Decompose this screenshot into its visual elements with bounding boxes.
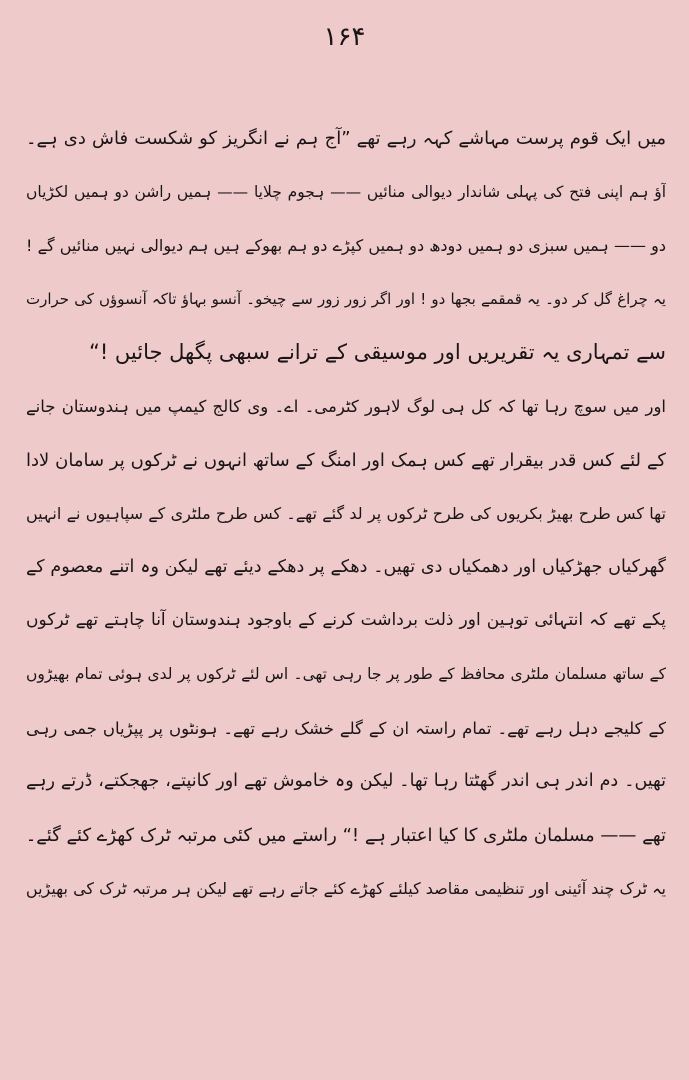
text-line: تھیں۔ دم اندر ہی اندر گھٹتا رہا تھا۔ لیکن وہ خاموش تھے اور کانپتے، جھجکتے، ڈرتے رہے [26, 771, 666, 792]
text-line: تھے —— مسلمان ملٹری کا کیا اعتبار ہے !“ راستے میں کئی مرتبہ ٹرک کھڑے کئے گئے۔ [26, 824, 666, 846]
text-line: کے ساتھ مسلمان ملٹری محافظ کے طور پر جا رہی تھی۔ اس لئے ٹرکوں پر لدی ہوئی تمام بھیڑوں [26, 664, 666, 683]
text-line: گھرکیاں جھڑکیاں اور دھمکیاں دی تھیں۔ دھکے پر دھکے دیئے تھے لیکن وہ اتنے معصوم کے [26, 556, 666, 577]
text-line: دو —— ہمیں سبزی دو ہمیں دودھ دو ہمیں کپڑے دو ہم بھوکے ہیں ہم دیوالی نہیں منائیں گے ! [26, 236, 666, 256]
text-line: آؤ ہم اپنی فتح کی پہلی شاندار دیوالی منائیں —— ہجوم چلایا —— ہمیں راشن دو ہمیں لکڑیاں [26, 182, 666, 201]
page-number: ۱۶۴ [323, 22, 366, 52]
body-text [26, 112, 666, 916]
text-line: کے لئے کس قدر بیقرار تھے کس ہمک اور امنگ کے ساتھ انہوں نے ٹرکوں پر سامان لادا [26, 449, 666, 471]
text-line: میں ایک قوم پرست مہاشے کہہ رہے تھے ”آج ہم نے انگریز کو شکست فاش دی ہے۔ [26, 128, 666, 149]
text-line: سے تمہاری یہ تقریریں اور موسیقی کے ترانے سبھی پگھل جائیں !“ [88, 340, 666, 365]
text-line: یہ چراغ گل کر دو۔ یہ قمقمے بجھا دو ! اور اگر زور زور سے چیخو۔ آنسو بہاؤ تاکہ آنسوؤں کی حرارت [26, 289, 666, 308]
text-line: کے کلیجے دہل رہے تھے۔ تمام راستہ ان کے گلے خشک رہے تھے۔ ہونٹوں پر پپڑیاں جمی رہی [26, 718, 666, 738]
text-line: تھا کس طرح بھیڑ بکریوں کی طرح ٹرکوں پر لد گئے تھے۔ کس طرح ملٹری کے سپاہیوں نے انہیں [26, 504, 666, 524]
text-line: اور میں سوچ رہا تھا کہ کل ہی لوگ لاہور کٹرمی۔ اے۔ وی کالج کیمپ میں ہندوستان جانے [26, 396, 666, 416]
text-line: یہ ٹرک چند آئینی اور تنظیمی مقاصد کیلئے کھڑے کئے جاتے رہے تھے لیکن ہر مرتبہ ٹرک کی بھیڑیں [26, 879, 666, 899]
text-line: پکے تھے کہ انتہائی توہین اور ذلت برداشت کرنے کے باوجود ہندوستان آنا چاہتے تھے ٹرکوں [26, 610, 666, 631]
